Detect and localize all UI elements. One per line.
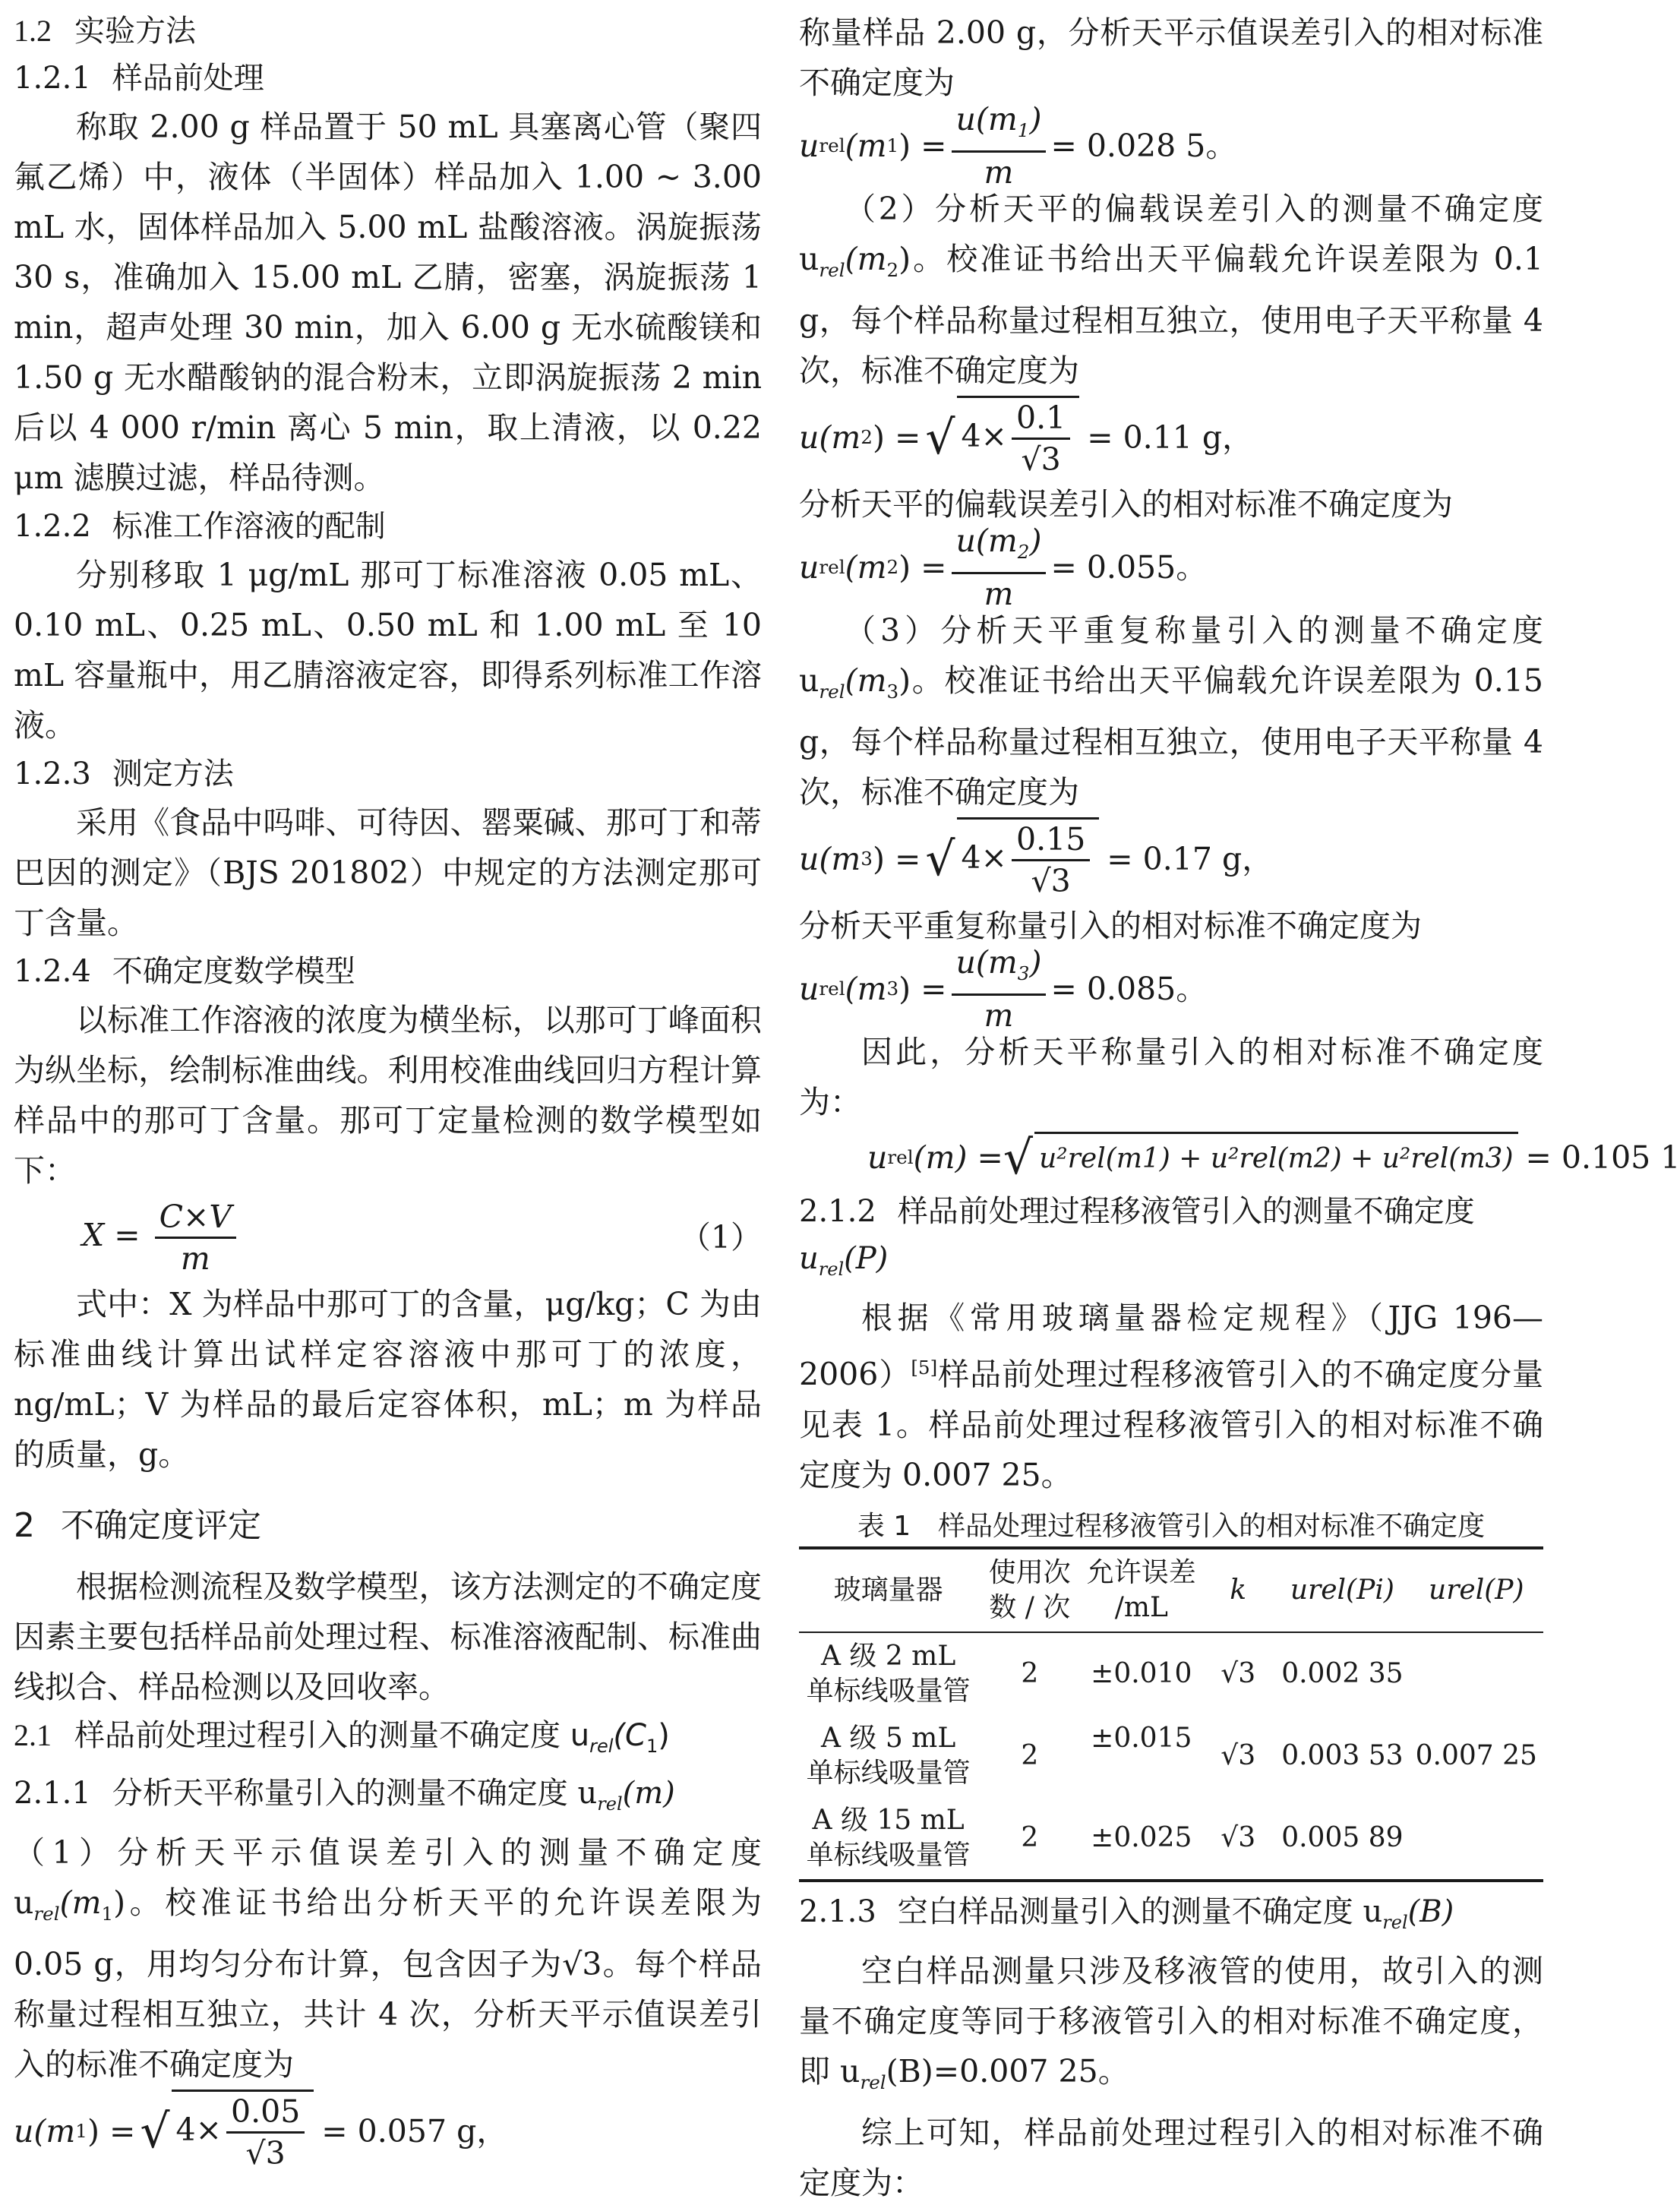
fraction-denominator: m: [952, 996, 1047, 1035]
paragraph-eccentric-error: [799, 184, 1543, 396]
equation-fraction: [952, 521, 1047, 614]
equation-arg: (m: [845, 121, 887, 171]
section-title: 分析天平称量引入的测量不确定度 u: [112, 1776, 597, 1811]
section-number: 2.1.3: [799, 1894, 876, 1929]
equation-arg: (m: [845, 964, 887, 1014]
section-title: 不确定度评定: [61, 1506, 261, 1545]
paragraph-pipette: [799, 1293, 1543, 1500]
subscript: rel: [597, 1793, 622, 1815]
table-cell: √3: [1201, 1797, 1275, 1881]
subscript: 3: [886, 681, 898, 703]
table-cell: [1410, 1797, 1543, 1881]
text-run: 根据《常用玻璃量器检定规程》（JJG 196—2006）: [799, 1300, 1543, 1393]
section-number: 1.2.2: [14, 509, 91, 544]
fraction-numerator: 0.1: [1012, 398, 1070, 440]
section-number: 1.2.1: [14, 61, 91, 96]
section-title-symbol: u: [799, 1241, 819, 1276]
equation-fraction: [1012, 398, 1070, 479]
text-run: )。校准证书给出分析天平的允许误差限为 0.05 g，用均匀分布计算，包含因子为√3。每个样品称量过程相互独立，共计 4 次，分析天平示值误差引入的标准不确定度为: [14, 1884, 762, 2083]
table-cell: A 级 2 mL 单标线吸量管: [799, 1632, 977, 1715]
section-title-tail: (C: [613, 1718, 646, 1753]
equation-lhs: u: [867, 1132, 887, 1183]
paragraph-standard-solution: 分别移取 1 μg/mL 那可丁标准溶液 0.05 mL、0.10 mL、0.25 mL、0.50 mL 和 1.00 mL 至 10 mL 容量瓶中，用乙腈溶液定容，即得系列标准工作溶液。: [14, 550, 762, 750]
numerator-text: u(m: [956, 101, 1018, 137]
subscript: rel: [819, 681, 845, 703]
text-run: (B)=0.007 25。: [886, 2053, 1129, 2090]
section-1-2-1-heading: [14, 55, 762, 102]
equation-rhs: = 0.17 g，: [1107, 834, 1273, 884]
equation-rhs: = 0.085。: [1050, 964, 1207, 1014]
section-1-2-4-heading: [14, 948, 762, 995]
section-title: 样品前处理: [112, 61, 264, 96]
numerator-text: u(m: [956, 944, 1018, 981]
equation-fraction: [226, 2092, 305, 2173]
subscript: 2: [861, 412, 873, 463]
equation-fraction: [952, 943, 1047, 1035]
equation-lhs: u: [799, 121, 819, 171]
section-2-1-3-heading: [799, 1888, 1543, 1946]
numerator-text: u(m: [956, 523, 1018, 559]
subscript: rel: [819, 121, 845, 171]
section-title-tail: (P): [844, 1241, 888, 1276]
section-title: 样品前处理过程移液管引入的测量不确定度: [898, 1194, 1475, 1229]
paragraph-balance-error: [14, 1827, 762, 2090]
paragraph-eccentric-relative: 分析天平的偏载误差引入的相对标准不确定度为: [799, 479, 1543, 529]
subscript: rel: [1382, 1912, 1407, 1933]
subscript: 1: [646, 1736, 658, 1757]
table-row: [799, 1632, 1543, 1715]
section-number: 2.1.1: [14, 1776, 91, 1811]
equation-u-m3: [799, 817, 1543, 901]
subscript: 2: [886, 542, 898, 592]
table-header-cell: urel(P): [1410, 1548, 1543, 1632]
text-run: (m: [845, 662, 887, 699]
fraction-denominator: √3: [226, 2134, 305, 2173]
table-cell: 2: [977, 1797, 1082, 1881]
section-1-2-2-heading: [14, 503, 762, 550]
equation-label: （1）: [680, 1199, 762, 1275]
subscript: 1: [886, 121, 898, 171]
equation-lhs: X =: [82, 1217, 141, 1253]
paragraph-uncertainty-factors: 根据检测流程及数学模型，该方法测定的不确定度因素主要包括样品前处理过程、标准溶液配制、标准曲线拟合、样品检测以及回收率。: [14, 1562, 762, 1712]
equation-rhs: = 0.055。: [1050, 542, 1207, 592]
equation-u-m1: [14, 2090, 762, 2173]
equation-close: ) =: [898, 121, 946, 171]
fraction-denominator: m: [952, 153, 1047, 192]
subscript: rel: [819, 259, 845, 281]
text-run: 样品前处理过程移液管引入的不确定度分量见表 1。样品前处理过程移液管引入的相对标准不确定度为 0.007 25。: [799, 1357, 1543, 1493]
paragraph-sample-pretreatment: 称取 2.00 g 样品置于 50 mL 具塞离心管（聚四氟乙烯）中，液体（半固体）样品加入 1.00 ~ 3.00 mL 水，固体样品加入 5.00 mL 盐酸溶液。涡旋振荡 30 s，准确加入 15.00 mL 乙腈，密塞，涡旋振荡 1 min，超声处理 30 min，加入 6.00 g 无水硫酸镁和 1.50 g 无水醋酸钠的混合粉末，立即涡旋振荡 2 min 后以 4 000 r/min 离心 5 min，取上清液，以 0.22 μm 滤膜过滤，样品待测。: [14, 102, 762, 503]
equation-urel-total: [799, 1127, 1543, 1188]
table-header-cell: 允许误差 /mL: [1082, 1548, 1201, 1632]
text-run: （3）分析天平重复称量引入的测量不确定度 u: [799, 612, 1543, 699]
equation-urel-m3: [799, 951, 1543, 1027]
equation-lhs: u: [799, 542, 819, 592]
section-title: 测定方法: [112, 757, 234, 791]
equation-arg: (m) =: [914, 1132, 1003, 1183]
text-run: )。校准证书给出天平偏载允许误差限为 0.15 g，每个样品称量过程相互独立，使用电子天平称量 4 次，标准不确定度为: [799, 662, 1543, 810]
fraction-denominator: m: [155, 1239, 236, 1278]
subscript: 2: [1018, 541, 1030, 563]
section-title: 实验方法: [74, 14, 196, 49]
subscript: rel: [860, 2071, 886, 2093]
radicand: [172, 2090, 314, 2173]
pipette-uncertainty-table: [799, 1546, 1543, 1882]
radicand-factor: 4×: [962, 418, 1007, 454]
equation-fraction: [952, 100, 1047, 192]
table-cell: 2: [977, 1715, 1082, 1797]
section-2-1-1-heading: [14, 1770, 762, 1827]
fraction-numerator: 0.15: [1012, 820, 1090, 861]
left-column: [14, 8, 762, 2173]
equation-1: [14, 1196, 762, 1279]
paragraph-where: 式中：X 为样品中那可丁的含量，μg/kg；C 为由标准曲线计算出试样定容溶液中那可丁的浓度，ng/mL；V 为样品的最后定容体积，mL；m 为样品的质量，g。: [14, 1279, 762, 1480]
fraction-denominator: m: [952, 574, 1047, 614]
table-cell: ±0.010: [1082, 1632, 1201, 1715]
subscript: 1: [101, 1903, 113, 1925]
numerator-close: ): [1029, 944, 1041, 981]
subscript: rel: [33, 1903, 59, 1925]
equation-lhs: u(m: [799, 412, 861, 463]
subscript: 2: [886, 259, 898, 281]
text-run: (m: [845, 241, 887, 277]
fraction-denominator: √3: [1012, 861, 1090, 901]
equation-close: ) =: [898, 542, 946, 592]
radicand: [957, 817, 1100, 901]
table-header-cell: k: [1201, 1548, 1275, 1632]
equation-close: ) =: [873, 834, 921, 884]
table-cell: A 级 15 mL 单标线吸量管: [799, 1797, 977, 1881]
fraction-numerator: [952, 943, 1047, 996]
fraction-numerator: C×V: [155, 1197, 236, 1239]
section-number: 2.1: [14, 1718, 52, 1752]
equation-body: [82, 1197, 241, 1278]
subscript: 3: [1018, 962, 1030, 984]
section-title: 标准工作溶液的配制: [112, 509, 386, 544]
section-title: 不确定度数学模型: [112, 954, 355, 989]
radical-icon: √: [925, 412, 955, 463]
paragraph-model: 以标准工作溶液的浓度为横坐标，以那可丁峰面积为纵坐标，绘制标准曲线。利用校准曲线回归方程计算样品中的那可丁含量。那可丁定量检测的数学模型如下：: [14, 995, 762, 1196]
table-cell: 0.005 89: [1275, 1797, 1409, 1881]
paragraph-summary: 综上可知，样品前处理过程引入的相对标准不确定度为：: [799, 2108, 1543, 2208]
fraction-numerator: [952, 100, 1047, 153]
subscript: 3: [861, 834, 873, 884]
equation-rhs: = 0.057 g，: [321, 2106, 507, 2156]
section-2-1-heading: [14, 1712, 762, 1770]
table-cell: 0.002 35: [1275, 1632, 1409, 1715]
equation-lhs: u(m: [14, 2106, 75, 2156]
section-title-tail: (m): [623, 1776, 675, 1811]
section-number: 2: [14, 1506, 35, 1545]
section-number: 1.2: [14, 14, 52, 48]
radicand-factor: 4×: [962, 839, 1007, 876]
equation-rhs: = 0.11 g，: [1087, 412, 1253, 463]
table-cell: 0.007 25: [1410, 1715, 1543, 1797]
radicand: u²rel(m1) + u²rel(m2) + u²rel(m3): [1034, 1132, 1517, 1184]
section-number: 2.1.2: [799, 1194, 876, 1229]
numerator-close: ): [1029, 523, 1041, 559]
fraction-denominator: √3: [1012, 440, 1070, 479]
equation-rhs: = 0.028 5。: [1050, 121, 1236, 171]
text-run: (m: [60, 1884, 102, 1921]
text-run: )。校准证书给出天平偏载允许误差限为 0.1 g，每个样品称量过程相互独立，使用电子天平称量 4 次，标准不确定度为: [799, 241, 1543, 389]
equation-close: ) =: [898, 964, 946, 1014]
equation-urel-m1: [799, 108, 1543, 184]
equation-close: ) =: [873, 412, 921, 463]
radical-icon: √: [1003, 1132, 1033, 1183]
radicand-factor: 4×: [176, 2112, 222, 2148]
table-header-cell: 玻璃量器: [799, 1548, 977, 1632]
equation-lhs-close: ) =: [87, 2106, 135, 2156]
radical-icon: √: [140, 2106, 169, 2156]
table-cell: [1410, 1632, 1543, 1715]
paragraph-blank-sample: [799, 1946, 1543, 2108]
section-2-1-2-heading: [799, 1188, 1543, 1235]
equation-rhs: = 0.105 1: [1526, 1132, 1680, 1183]
text-run: （2）分析天平的偏载误差引入的测量不确定度 u: [799, 191, 1543, 277]
radical-icon: √: [925, 834, 955, 884]
table-header-row: [799, 1548, 1543, 1632]
table-cell: 0.003 53: [1275, 1715, 1409, 1797]
table-cell: √3: [1201, 1632, 1275, 1715]
table-cell: √3: [1201, 1715, 1275, 1797]
equation-u-m2: [799, 396, 1543, 479]
table-header-cell: 使用次数 / 次: [977, 1548, 1082, 1632]
table-cell: A 级 5 mL 单标线吸量管: [799, 1715, 977, 1797]
table-row: [799, 1715, 1543, 1797]
subscript: rel: [589, 1736, 613, 1757]
table-row: [799, 1797, 1543, 1881]
paragraph-method: 采用《食品中吗啡、可待因、罂粟碱、那可丁和蒂巴因的测定》（BJS 201802）中规定的方法测定那可丁含量。: [14, 798, 762, 948]
section-title: 空白样品测量引入的测量不确定度 u: [898, 1894, 1382, 1929]
paragraph-therefore: 因此，分析天平称量引入的相对标准不确定度为：: [799, 1027, 1543, 1127]
equation-lhs: u: [799, 964, 819, 1014]
subscript: 1: [1018, 119, 1030, 141]
section-1-2-3-heading: [14, 750, 762, 798]
subscript: rel: [887, 1132, 913, 1183]
equation-lhs: u(m: [799, 834, 861, 884]
paragraph-repeat-relative: 分析天平重复称量引入的相对标准不确定度为: [799, 901, 1543, 951]
fraction-numerator: 0.05: [226, 2092, 305, 2134]
section-title-tail: (B): [1408, 1894, 1454, 1929]
subscript: 3: [886, 964, 898, 1014]
section-title: 样品前处理过程引入的测量不确定度 u: [74, 1718, 589, 1753]
subscript: rel: [819, 542, 845, 592]
numerator-close: ): [1029, 101, 1041, 137]
text-run: 空白样品测量只涉及移液管的使用，故引入的测量不确定度等同于移液管引入的相对标准不确定度，即 u: [799, 1953, 1543, 2090]
section-2-heading: [14, 1499, 762, 1553]
equation-arg: (m: [845, 542, 887, 592]
subscript: 1: [75, 2106, 87, 2156]
table-caption: 表 1 样品处理过程移液管引入的相对标准不确定度: [799, 1505, 1543, 1543]
section-number: 1.2.3: [14, 757, 91, 791]
table-cell: 2: [977, 1632, 1082, 1715]
paragraph-continued: 称量样品 2.00 g，分析天平示值误差引入的相对标准不确定度为: [799, 8, 1543, 108]
table-cell: ±0.025: [1082, 1797, 1201, 1881]
right-column: [799, 8, 1543, 2208]
section-title-close: ): [658, 1718, 670, 1753]
section-1-2-heading: [14, 8, 762, 55]
table-header-cell: urel(Pi): [1275, 1548, 1409, 1632]
equation-urel-m2: [799, 529, 1543, 605]
citation-ref: [5]: [911, 1357, 937, 1379]
equation-fraction: [155, 1197, 236, 1278]
fraction-numerator: [952, 521, 1047, 574]
table-cell: ±0.015: [1082, 1715, 1201, 1797]
radicand: [957, 396, 1080, 479]
section-number: 1.2.4: [14, 954, 91, 989]
text-run: （1）分析天平示值误差引入的测量不确定度 u: [14, 1834, 762, 1921]
section-2-1-2-heading-line2: [799, 1235, 1543, 1293]
equation-fraction: [1012, 820, 1090, 901]
paragraph-repeat-weighing: [799, 605, 1543, 817]
subscript: rel: [819, 1259, 844, 1280]
subscript: rel: [819, 964, 845, 1014]
